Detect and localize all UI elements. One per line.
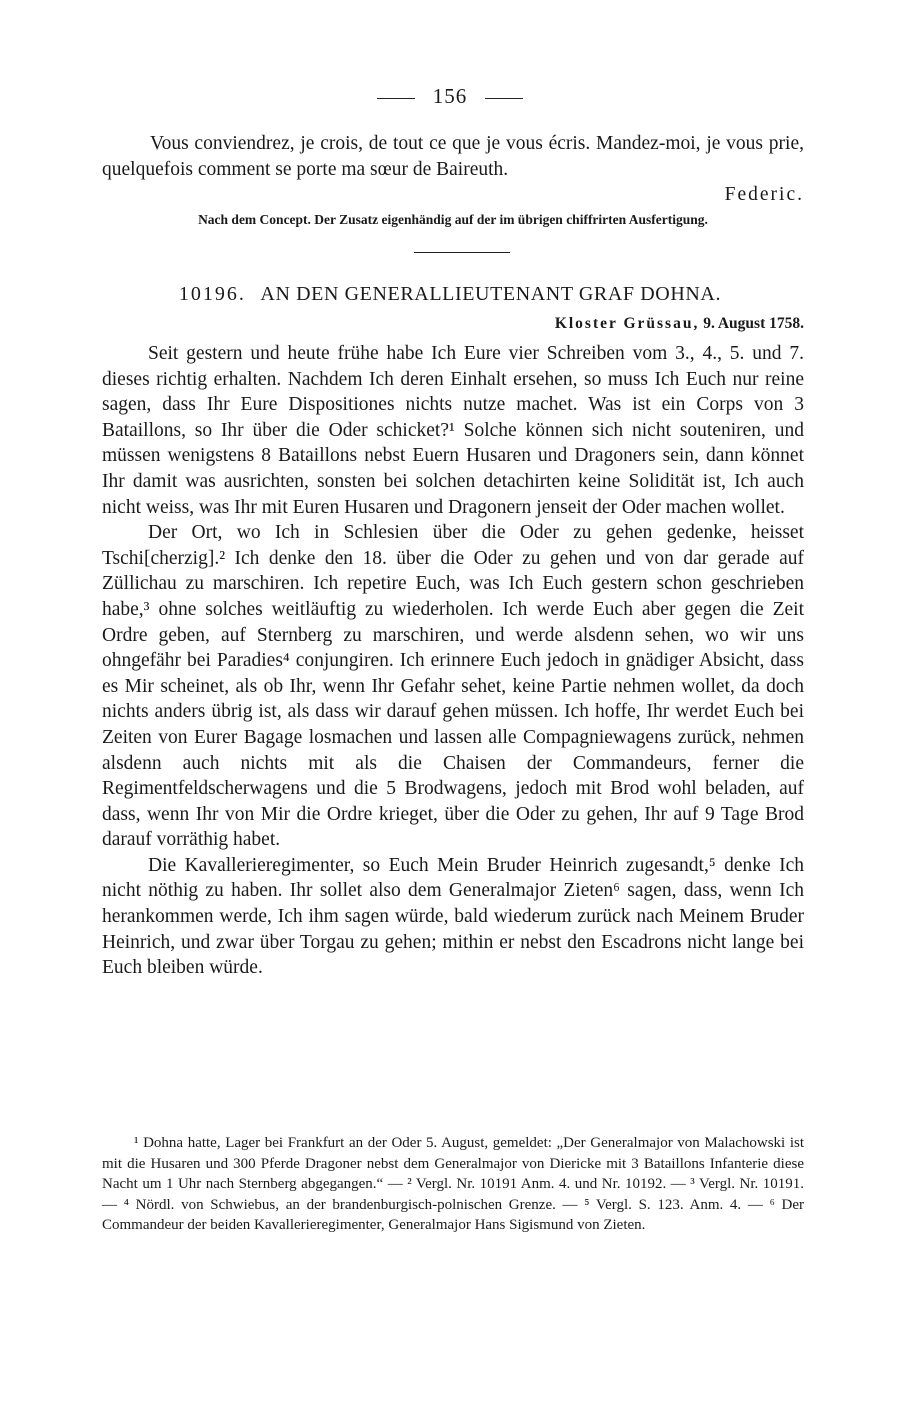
footnote-text: ¹ Dohna hatte, Lager bei Frankfurt an der Oder 5. August, gemeldet: „Der Generalmajor von Malachowski ist mit die Husaren und 300 Pferde Dragoner nebst dem Generalmajor von Diericke mit 3 Bataillons Infanterie diese Nacht um 1 Uhr nach Sternberg abgegangen.“ — ² Vergl. Nr. 10191 Anm. 4. und Nr. 10192. — ³ Vergl. Nr. 10191. — ⁴ Nördl. von Schwiebus, an der brandenburgisch-polnischen Grenze. — ⁵ Vergl. S. 123. Anm. 4. — ⁶ Der Commandeur der beiden Kavallerieregimenter, Generalmajor Hans Sigismund von Zieten. bbox=[102, 1135, 804, 1234]
document-place: Kloster Grüssau, bbox=[554, 315, 700, 332]
header-rule-right bbox=[485, 98, 523, 99]
header-rule-left bbox=[377, 98, 415, 99]
signature: Federic. bbox=[724, 184, 804, 205]
place-date-line bbox=[555, 315, 804, 333]
section-divider bbox=[414, 252, 510, 253]
body-paragraph: Seit gestern und heute frühe habe Ich Eure vier Schreiben vom 3., 4., 5. und 7. dieses richtig erhalten. Nachdem Ich deren Einhalt ersehen, so muss Ich Euch nur reine sagen, dass Ihr Eure Dispositiones nichts nutze machet. Was ist ein Corps von 3 Bataillons, so Ihr über die Oder schicket?¹ Solche können sich nicht souteniren, und müssen wenigstens 8 Bataillons nebst Euern Husaren und Dragoners sein, dann könnet Ihr damit was ausrichten, sonsten bei solchen detachirten keine Solidität ist, Ich auch nicht weiss, was Ihr mit Euren Husaren und Dragonern jenseit der Oder machen wollet. bbox=[102, 343, 804, 518]
page-header bbox=[0, 84, 900, 109]
footnotes bbox=[102, 1133, 804, 1236]
source-note: Nach dem Concept. Der Zusatz eigenhändig auf der im übrigen chiffrirten Ausfertigung. bbox=[198, 212, 708, 227]
letter-body bbox=[102, 341, 804, 981]
body-paragraph: Die Kavallerieregimenter, so Euch Mein Bruder Heinrich zugesandt,⁵ denke Ich nicht nöthig zu haben. Ihr sollet also dem Generalmajor Zieten⁶ sagen, dass, wenn Ich herankommen werde, Ich ihm sagen würde, bald wiederum zurück nach Meinem Bruder Heinrich, und zwar über Torgau zu gehen; mithin er nebst den Escadrons nicht lange bei Euch bleiben würde. bbox=[102, 854, 804, 979]
document-title: AN DEN GENERALLIEUTENANT GRAF DOHNA. bbox=[260, 283, 722, 305]
page-number: 156 bbox=[432, 84, 468, 108]
document-number: 10196. bbox=[178, 283, 246, 305]
previous-letter-ending: Vous conviendrez, je crois, de tout ce que je vous écris. Mandez-moi, je vous prie, quelquefois comment se porte ma sœur de Baireuth. bbox=[102, 133, 804, 180]
document-date: 9. August 1758. bbox=[703, 315, 804, 332]
body-paragraph: Der Ort, wo Ich in Schlesien über die Oder zu gehen gedenke, heisset Tschi[cherzig].² Ich denke den 18. über die Oder zu gehen und von dar gerade auf Züllichau zu marschiren. Ich repetire Euch, was Ich Euch gestern schon geschrieben habe,³ ohne solches weitläuftig zu wiederholen. Ich werde Euch aber gegen die Zeit Ordre geben, auf Sternberg zu marschiren, und werde alsdenn sehen, wo wir uns ohngefähr bei Paradies⁴ conjungiren. Ich erinnere Euch jedoch in gnädiger Absicht, dass es Mir scheinet, als ob Ihr, wenn Ihr Gefahr sehet, keine Partie nehmen wollet, da doch nichts anders übrig ist, als dass wir darauf gehen müssen. Ich hoffe, Ihr werdet Euch bei Zeiten von Eurer Bagage losmachen und lassen alle Compagniewagens zurück, nehmen alsdenn auch nichts mit als die Chaisen der Commandeurs, ferner die Regimentfeldscherwagens und die 5 Brodwagens, jedoch mit Brod wohl beladen, auf dass, wenn Ihr von Mir die Ordre krieget, über die Oder zu gehen, Ihr auf 9 Tage Brod darauf vorräthig habet. bbox=[102, 522, 804, 851]
document-heading bbox=[0, 283, 900, 306]
